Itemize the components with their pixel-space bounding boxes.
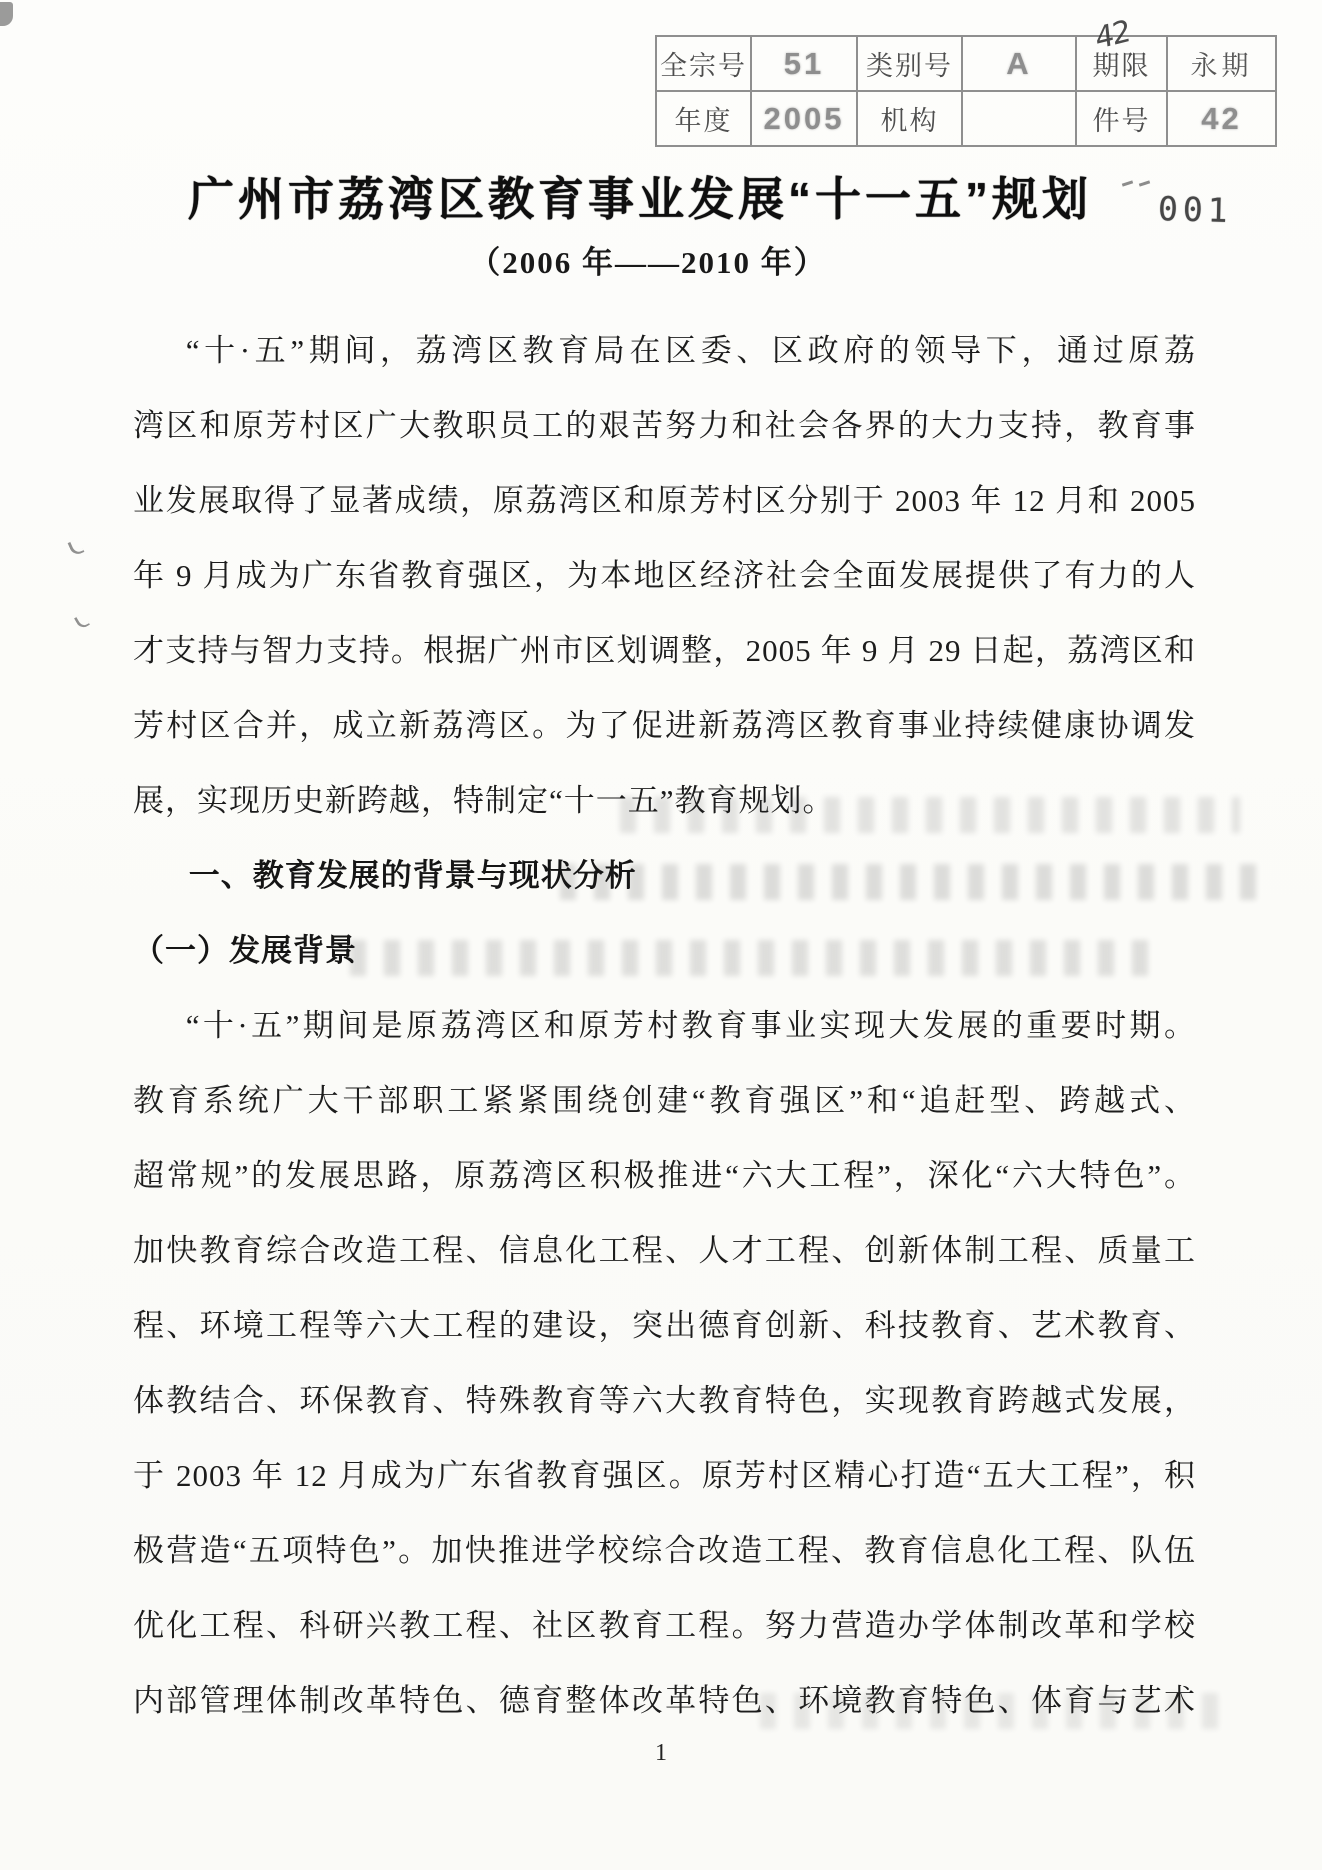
page-stamp-001: 001 bbox=[1157, 189, 1234, 230]
paragraph2-line: 加快教育综合改造工程、信息化工程、人才工程、创新体制工程、质量工 bbox=[133, 1233, 1196, 1268]
paragraph1-line: 湾区和原芳村区广大教职员工的艰苦努力和社会各界的大力支持，教育事 bbox=[133, 408, 1196, 443]
paragraph2-line: 程、环境工程等六大工程的建设，突出德育创新、科技教育、艺术教育、 bbox=[133, 1308, 1196, 1343]
subsection-heading: （一）发展背景 bbox=[133, 933, 357, 968]
paragraph2-line: “十·五”期间是原荔湾区和原芳村教育事业实现大发展的重要时期。 bbox=[185, 1008, 1196, 1043]
bleedthrough-artifact bbox=[620, 797, 1240, 833]
archive-stamp-table bbox=[655, 35, 1277, 147]
label-quanzonghao: 全宗号 bbox=[656, 36, 751, 91]
bleedthrough-artifact bbox=[350, 940, 1160, 976]
document-body bbox=[133, 313, 1196, 1738]
paragraph1-line: 展，实现历史新跨越，特制定“十一五”教育规划。 bbox=[133, 783, 835, 818]
value-qixian: 永期 bbox=[1167, 36, 1276, 91]
value-leibiehao: A bbox=[962, 36, 1076, 91]
paragraph2-line: 于 2003 年 12 月成为广东省教育强区。原芳村区精心打造“五大工程”，积 bbox=[133, 1458, 1196, 1493]
paragraph2-line: 超常规”的发展思路，原荔湾区积极推进“六大工程”，深化“六大特色”。 bbox=[133, 1158, 1196, 1193]
archive-table-row bbox=[656, 36, 1276, 91]
paragraph2-line: 体教结合、环保教育、特殊教育等六大教育特色，实现教育跨越式发展， bbox=[133, 1383, 1196, 1418]
label-jianhao: 件号 bbox=[1076, 91, 1167, 146]
paragraph1-line: 业发展取得了显著成绩，原荔湾区和原芳村区分别于 2003 年 12 月和 2005 bbox=[133, 483, 1196, 518]
paragraph1-line: 才支持与智力支持。根据广州市区划调整，2005 年 9 月 29 日起，荔湾区和 bbox=[133, 633, 1196, 668]
paragraph2-line: 极营造“五项特色”。加快推进学校综合改造工程、教育信息化工程、队伍 bbox=[133, 1533, 1196, 1568]
label-qixian: 期限 bbox=[1076, 36, 1167, 91]
value-quanzonghao: 51 bbox=[751, 36, 857, 91]
pencil-mark bbox=[74, 613, 90, 630]
scan-corner-artifact bbox=[0, 2, 13, 26]
document-subtitle: （2006 年——2010 年） bbox=[469, 245, 827, 280]
archive-table-row bbox=[656, 91, 1276, 146]
label-niandu: 年度 bbox=[656, 91, 751, 146]
document-title: 广州市荔湾区教育事业发展“十一五”规划 bbox=[188, 173, 1092, 225]
bleedthrough-artifact bbox=[560, 864, 1260, 900]
value-niandu: 2005 bbox=[751, 91, 857, 146]
section-heading: 一、教育发展的背景与现状分析 bbox=[188, 858, 637, 893]
paragraph2-line: 教育系统广大干部职工紧紧围绕创建“教育强区”和“追赶型、跨越式、 bbox=[133, 1083, 1196, 1118]
paragraph2-line: 优化工程、科研兴教工程、社区教育工程。努力营造办学体制改革和学校 bbox=[133, 1608, 1196, 1643]
handwritten-annotation: 42 bbox=[1093, 13, 1131, 58]
paragraph2-line: 内部管理体制改革特色、德育整体改革特色、环境教育特色、体育与艺术 bbox=[133, 1683, 1196, 1718]
paragraph1-line: “十·五”期间，荔湾区教育局在区委、区政府的领导下，通过原荔 bbox=[185, 333, 1196, 368]
label-leibiehao: 类别号 bbox=[857, 36, 962, 91]
paragraph1-line: 芳村区合并，成立新荔湾区。为了促进新荔湾区教育事业持续健康协调发 bbox=[133, 708, 1196, 743]
pencil-mark bbox=[67, 538, 84, 557]
page-number: 1 bbox=[655, 1740, 667, 1766]
value-jianhao: 42 bbox=[1167, 91, 1276, 146]
ink-ditto-marks bbox=[1122, 172, 1162, 184]
paragraph1-line: 年 9 月成为广东省教育强区，为本地区经济社会全面发展提供了有力的人 bbox=[133, 558, 1196, 593]
bleedthrough-artifact bbox=[760, 1693, 1220, 1729]
label-jigou: 机构 bbox=[857, 91, 962, 146]
value-jigou bbox=[962, 91, 1076, 146]
